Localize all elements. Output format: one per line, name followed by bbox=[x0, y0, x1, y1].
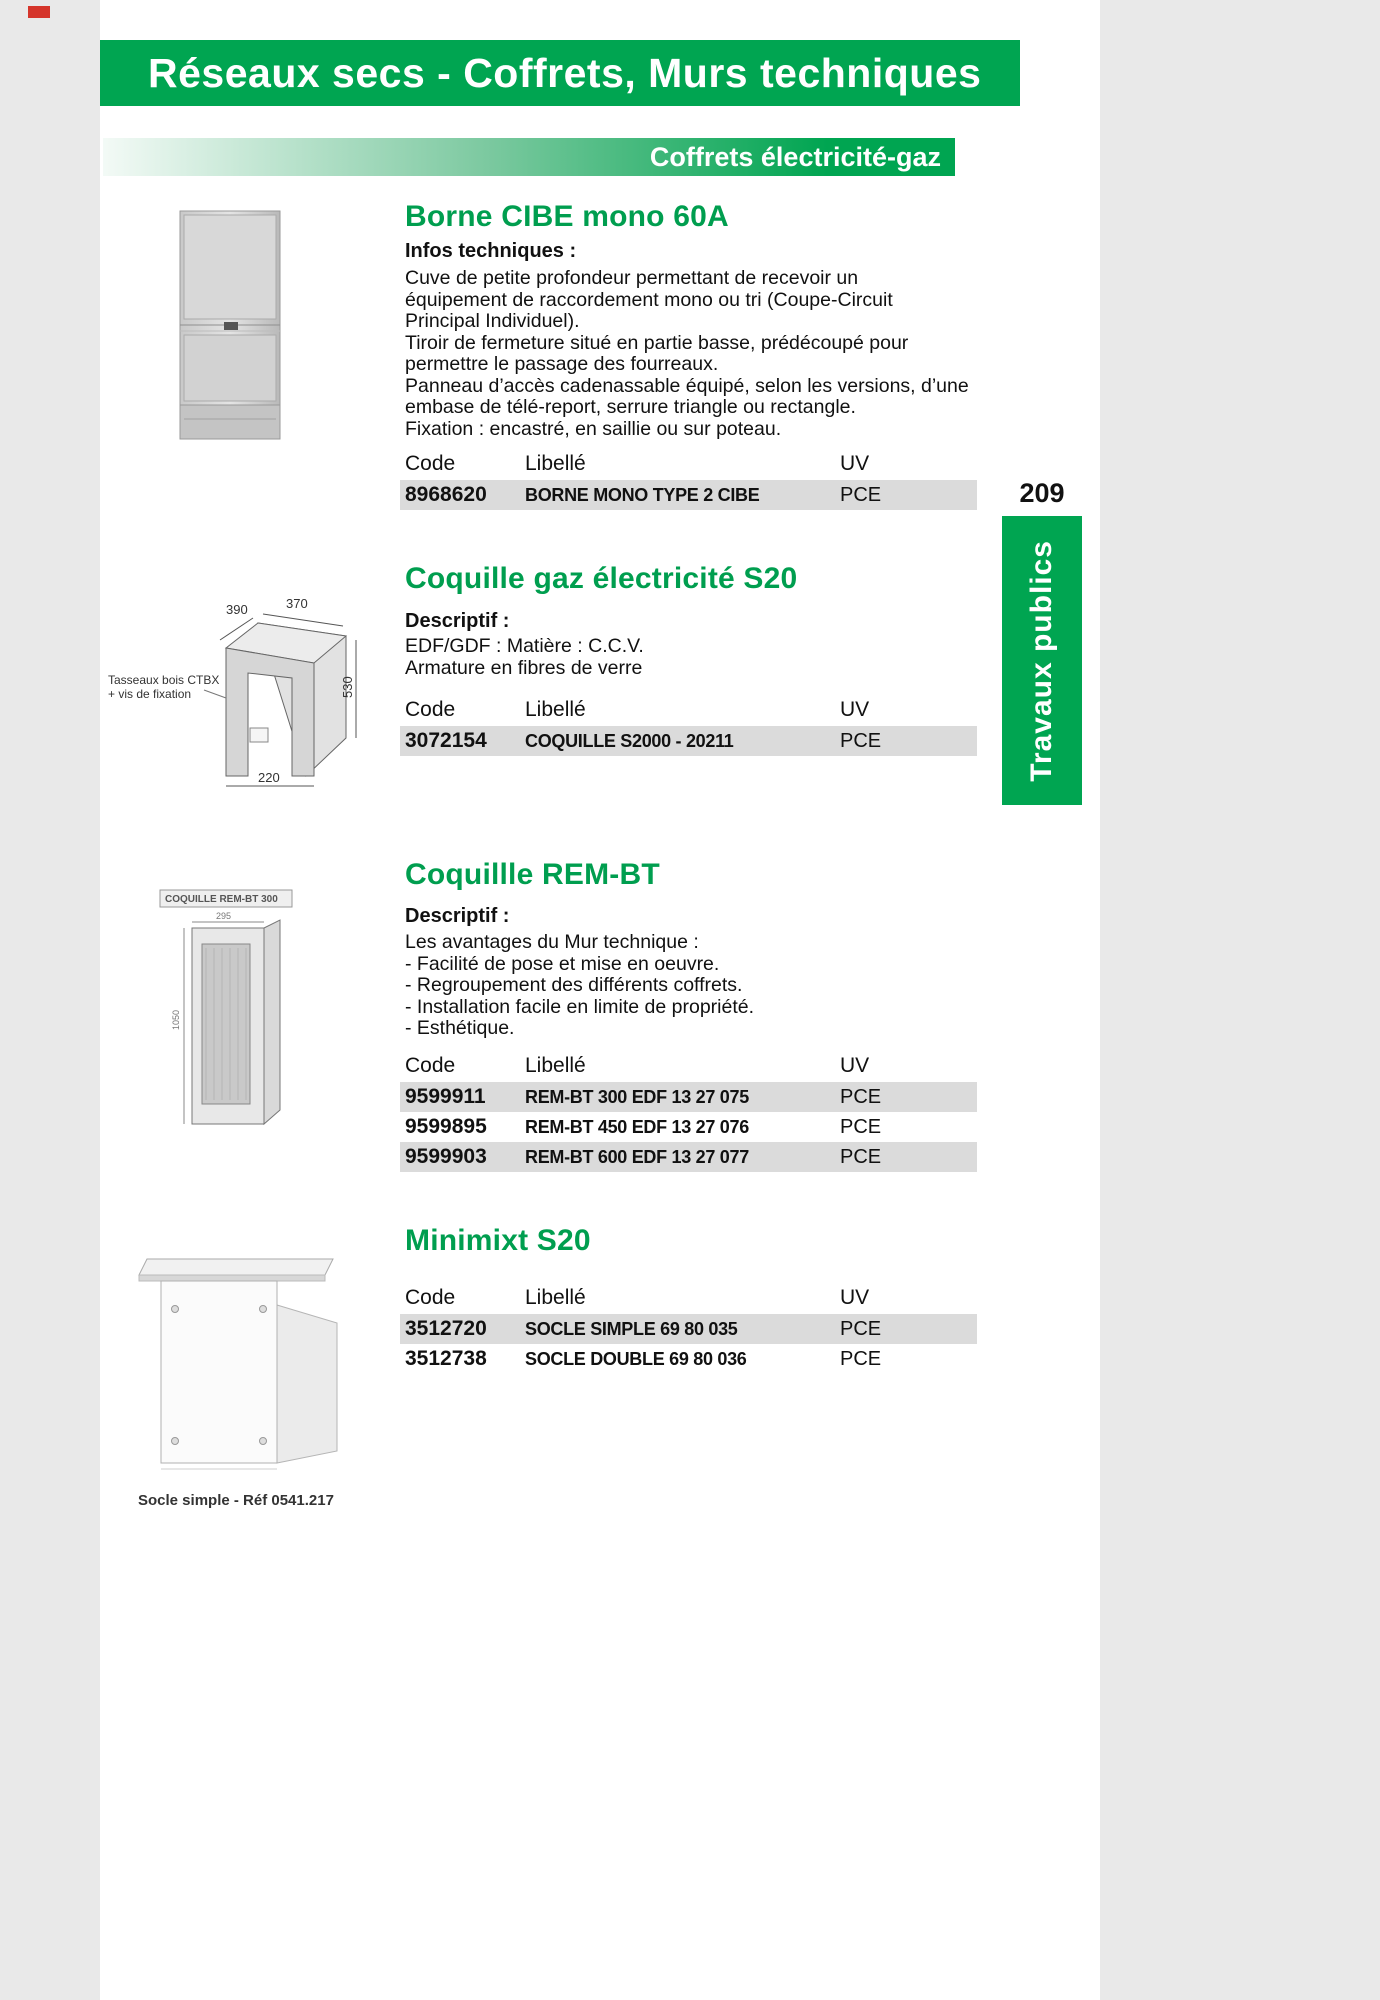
table-row bbox=[400, 1142, 977, 1172]
product-code: 3512738 bbox=[405, 1347, 487, 1370]
description-line: Armature en fibres de verre bbox=[405, 656, 643, 679]
dim-295: 295 bbox=[216, 911, 232, 921]
description-line: Principal Individuel). bbox=[405, 310, 580, 332]
note-line-1: Tasseaux bois CTBX bbox=[108, 673, 220, 687]
product-libelle: REM-BT 600 EDF 13 27 077 bbox=[525, 1146, 749, 1167]
col-header-uv: UV bbox=[840, 1054, 870, 1077]
dim-220: 220 bbox=[258, 770, 280, 785]
product-code: 9599895 bbox=[405, 1115, 487, 1138]
product-libelle: SOCLE SIMPLE 69 80 035 bbox=[525, 1318, 738, 1339]
col-header-libelle: Libellé bbox=[525, 1286, 586, 1309]
product-code: 8968620 bbox=[405, 483, 487, 506]
description-line: Panneau d’accès cadenassable équipé, selon les versions, d’une bbox=[405, 374, 969, 397]
dim-530: 530 bbox=[340, 676, 355, 698]
category-banner: Coffrets électricité-gaz bbox=[103, 138, 955, 176]
table-header-row bbox=[400, 1050, 977, 1082]
description-line: - Facilité de pose et mise en oeuvre. bbox=[405, 952, 720, 975]
description-line: EDF/GDF : Matière : C.C.V. bbox=[405, 635, 644, 657]
col-header-libelle: Libellé bbox=[525, 1054, 586, 1077]
borne-cibe-description bbox=[405, 268, 995, 440]
product-libelle: REM-BT 450 EDF 13 27 076 bbox=[525, 1116, 749, 1137]
dim-1050: 1050 bbox=[171, 1009, 181, 1030]
col-header-uv: UV bbox=[840, 698, 870, 721]
col-header-libelle: Libellé bbox=[525, 452, 586, 475]
description-line: embase de télé-report, serrure triangle ou rectangle. bbox=[405, 396, 856, 418]
minimixt-caption: Socle simple - Réf 0541.217 bbox=[138, 1492, 334, 1509]
table-row bbox=[400, 480, 977, 510]
coquille-gaz-description bbox=[405, 636, 995, 679]
product-code: 9599911 bbox=[405, 1085, 486, 1108]
table-row bbox=[400, 1344, 977, 1374]
side-tab bbox=[1002, 470, 1082, 805]
product-uv: PCE bbox=[840, 1347, 882, 1370]
product-uv: PCE bbox=[840, 1085, 882, 1108]
descriptif-label: Descriptif : bbox=[405, 905, 510, 927]
section-title-coquille-gaz: Coquille gaz électricité S20 bbox=[405, 562, 798, 595]
description-line: Tiroir de fermeture situé en partie basse, prédécoupé pour bbox=[405, 331, 909, 354]
product-code: 3072154 bbox=[405, 729, 487, 752]
section-title-minimixt: Minimixt S20 bbox=[405, 1224, 591, 1257]
table-header-row bbox=[400, 694, 977, 726]
product-uv: PCE bbox=[840, 1115, 882, 1138]
page-number: 209 bbox=[1002, 470, 1082, 516]
rem-bt-table bbox=[400, 1050, 977, 1172]
page-title: Réseaux secs - Coffrets, Murs techniques bbox=[100, 40, 1020, 106]
col-header-code: Code bbox=[405, 1054, 456, 1077]
infos-techniques-label: Infos techniques : bbox=[405, 240, 577, 262]
product-uv: PCE bbox=[840, 1317, 882, 1340]
product-libelle: SOCLE DOUBLE 69 80 036 bbox=[525, 1348, 747, 1369]
section-title-borne-cibe: Borne CIBE mono 60A bbox=[405, 200, 729, 233]
product-uv: PCE bbox=[840, 729, 882, 752]
description-line: - Installation facile en limite de propriété. bbox=[405, 995, 755, 1018]
product-uv: PCE bbox=[840, 483, 882, 506]
rem-bt-diagram bbox=[158, 888, 308, 1143]
table-row bbox=[400, 1082, 977, 1112]
table-row bbox=[400, 1112, 977, 1142]
table-row bbox=[400, 1314, 977, 1344]
table-row bbox=[400, 726, 977, 756]
table-header-row bbox=[400, 448, 977, 480]
dim-370: 370 bbox=[286, 596, 308, 611]
print-registration-mark bbox=[28, 6, 50, 18]
borne-cibe-table bbox=[400, 448, 977, 510]
col-header-libelle: Libellé bbox=[525, 698, 586, 721]
product-libelle: BORNE MONO TYPE 2 CIBE bbox=[525, 484, 760, 505]
product-code: 3512720 bbox=[405, 1317, 487, 1340]
section-title-rem-bt: Coquillle REM-BT bbox=[405, 858, 660, 891]
rem-bt-figure-label: COQUILLE REM-BT 300 bbox=[165, 894, 278, 905]
minimixt-image bbox=[135, 1245, 350, 1485]
product-libelle: REM-BT 300 EDF 13 27 075 bbox=[525, 1086, 749, 1107]
col-header-uv: UV bbox=[840, 452, 870, 475]
dim-390: 390 bbox=[226, 602, 248, 617]
descriptif-label: Descriptif : bbox=[405, 610, 510, 632]
product-code: 9599903 bbox=[405, 1145, 487, 1168]
description-line: Cuve de petite profondeur permettant de recevoir un bbox=[405, 267, 859, 289]
description-line: - Esthétique. bbox=[405, 1017, 515, 1039]
product-uv: PCE bbox=[840, 1145, 882, 1168]
col-header-code: Code bbox=[405, 698, 456, 721]
col-header-code: Code bbox=[405, 452, 456, 475]
coquille-s20-diagram bbox=[108, 578, 368, 798]
rem-bt-description bbox=[405, 932, 995, 1040]
col-header-code: Code bbox=[405, 1286, 456, 1309]
minimixt-table bbox=[400, 1282, 977, 1374]
borne-cibe-image bbox=[170, 205, 300, 465]
description-line: - Regroupement des différents coffrets. bbox=[405, 974, 743, 996]
description-line: permettre le passage des fourreaux. bbox=[405, 353, 719, 375]
side-tab-label-wrap bbox=[1002, 516, 1082, 805]
description-line: Fixation : encastré, en saillie ou sur poteau. bbox=[405, 417, 782, 440]
col-header-uv: UV bbox=[840, 1286, 870, 1309]
table-header-row bbox=[400, 1282, 977, 1314]
product-libelle: COQUILLE S2000 - 20211 bbox=[525, 730, 734, 751]
coquille-gaz-table bbox=[400, 694, 977, 756]
description-line: équipement de raccordement mono ou tri (Coupe-Circuit bbox=[405, 288, 893, 311]
description-line: Les avantages du Mur technique : bbox=[405, 931, 699, 953]
note-line-2: + vis de fixation bbox=[108, 687, 192, 701]
side-tab-label: Travaux publics bbox=[1025, 539, 1058, 782]
